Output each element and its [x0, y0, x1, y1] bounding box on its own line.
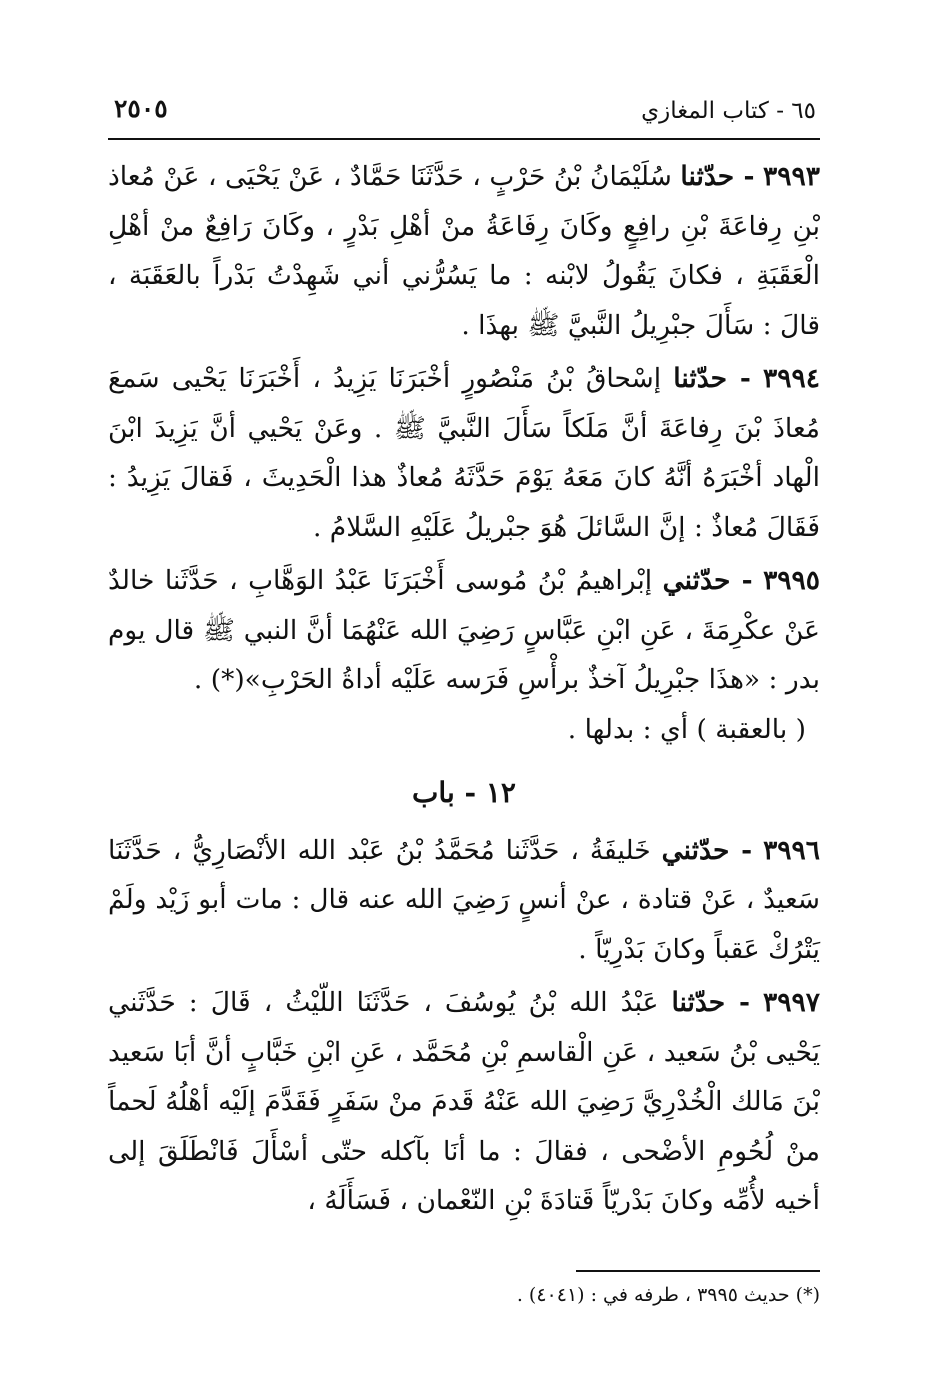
hadith-3994	[108, 354, 820, 552]
hadith-number: ٣٩٩٧	[763, 987, 820, 1018]
hadith-lead: - حدّثني	[661, 834, 753, 866]
gloss-note: ( بالعقبة ) أي : بدلها .	[567, 713, 806, 745]
hadith-number: ٣٩٩٤	[763, 363, 820, 394]
hadith-3997	[108, 978, 820, 1226]
chapter-heading: ١٢ - باب	[412, 776, 516, 809]
hadith-lead: - حدّثني	[662, 565, 753, 596]
page-body	[108, 152, 820, 1226]
hadith-number: ٣٩٩٣	[763, 161, 820, 192]
hadith-3996	[108, 826, 820, 975]
footnote: (*) حديث ٣٩٩٥ ، طرفه في : (٤٠٤١) .	[516, 1284, 820, 1306]
hadith-lead: - حدّثنا	[673, 363, 751, 394]
footnote-rule	[576, 1270, 820, 1272]
hadith-lead: - حدّثنا	[680, 161, 755, 192]
page-header	[108, 92, 820, 132]
hadith-text: خَليفَةُ ، حَدَّثَنا مُحَمَّدُ بْنُ عَبْد الله الأنْصَارِيُّ ، حَدَّثَنَا سَعيدٌ ، عَنْ قتادة ، عنْ أنسٍ رَضِيَ الله عنه قال : مات أبو زَيْد ولَمْ يَتْرُكْ عَقباً وكانَ بَدْرِيّاً .	[108, 834, 820, 965]
running-title: ٦٥ - كتاب المغازي	[641, 98, 816, 124]
hadith-lead: - حدّثنا	[671, 987, 751, 1018]
header-rule	[108, 138, 820, 140]
hadith-text: إسْحاقُ بْنُ مَنْصُورٍ أخْبَرَنَا يَزِيدُ ، أَخْبَرَنَا يَحْيى سَمعَ مُعاذَ بْنَ رِفاعَةَ أنَّ مَلَكاً سَأَلَ النَّبيَّ ﷺ . وعَنْ يَحْيي أنَّ يَزِيدَ ابْنَ الْهاد أخْبَرَهُ أنَّهُ كانَ مَعَهُ يَوْمَ حَدَّثَهُ مُعاذٌ هذا الْحَدِيثَ ، فَقالَ يَزِيدُ : فَقَالَ مُعاذٌ : إنَّ السَّائلَ هُوَ جبْريلُ عَلَيْهِ السَّلامُ .	[108, 363, 820, 543]
hadith-3995	[108, 556, 820, 705]
hadith-text: سُلَيْمَانُ بْنُ حَرْبٍ ، حَدَّثَنَا حَمَّادٌ ، عَنْ يَحْيَى ، عَنْ مُعاذ بْنِ رِفاعَةَ بْنِ رافِعٍ وكَانَ رِفَاعَةُ منْ أهْلِ بَدْرٍ ، وكَانَ رَافِعٌ منْ أهْلِ الْعَقَبَةِ ، فكانَ يَقُولُ لابْنه : ما يَسُرُّني أني شَهِدْتُ بَدْراً بالعَقَبَة ، قالَ : سَأَلَ جبْرِيلُ النَّبيَّ ﷺ بهذَا .	[108, 161, 820, 341]
hadith-text: عَبْدُ الله بْنُ يُوسُفَ ، حَدَّثَنَا اللّيْثُ ، قَالَ : حَدَّثَني يَحْيى بْنُ سَعيد ، عَنِ الْقاسمِ بْنِ مُحَمَّد ، عَنِ ابْنِ خَبَّابٍ أنَّ أبَا سَعيد بْنَ مَالك الْخُدْرِيَّ رَضِيَ الله عَنْهُ قَدمَ منْ سَفَرٍ فَقَدَّمَ إلَيْه أهْلُهُ لَحماً منْ لُحُومِ الأضْحى ، فقالَ : ما أنَا بآكله حتّى أسْأَلَ فَانْطَلَقَ إلى أخيه لأُمِّه وكانَ بَدْريّاً قَتادَةَ بْنِ النّعْمان ، فَسَأَلَهُ ،	[108, 987, 820, 1216]
hadith-3993	[108, 152, 820, 350]
hadith-number: ٣٩٩٥	[763, 565, 820, 596]
hadith-number: ٣٩٩٦	[763, 834, 820, 866]
page-number: ٢٥٠٥	[114, 94, 168, 123]
book-page	[108, 0, 820, 1387]
hadith-text: إبْراهيمُ بْنُ مُوسى أَخْبَرَنَا عَبْدُ الوَهَّابِ ، حَدَّثَنا خالدٌ عَنْ عكْرِمَةَ ، عَنِ ابْنِ عَبَّاسٍ رَضِيَ الله عَنْهُمَا أنَّ النبي ﷺ قال يوم بدر : «هذَا جبْرِيلُ آخذٌ برأْسِ فَرَسه عَلَيْه أداةُ الحَرْبِ»(*) .	[108, 565, 820, 695]
